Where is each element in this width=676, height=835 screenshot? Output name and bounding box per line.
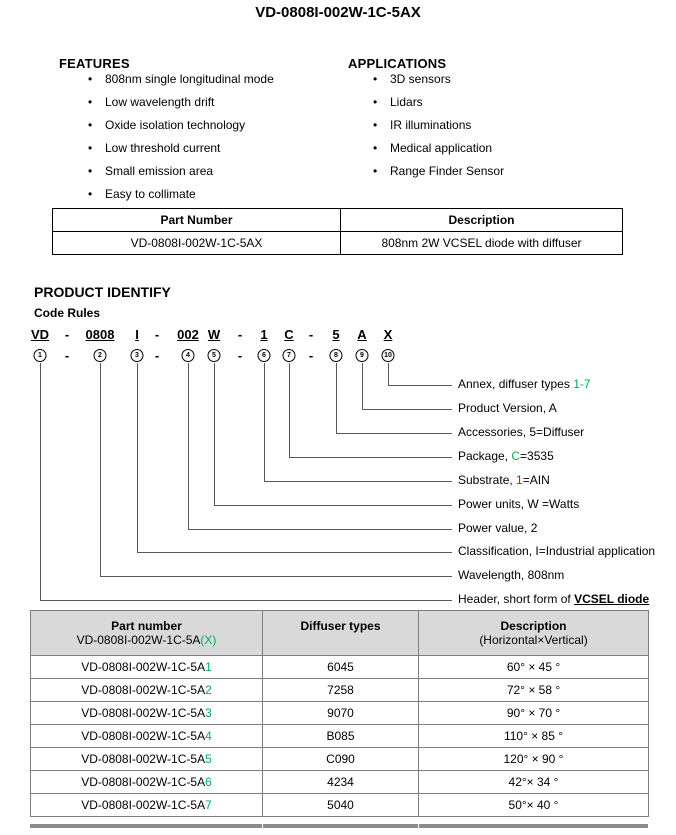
part-number-cell <box>31 725 263 748</box>
part-number-header <box>31 611 263 656</box>
part-base: VD-0808I-002W-1C-5A <box>81 752 206 766</box>
description-header: Description <box>341 209 623 232</box>
code-segment: 002 <box>177 327 199 342</box>
part-base: VD-0808I-002W-1C-5A <box>81 775 206 789</box>
list-item <box>373 141 492 155</box>
code-label-substrate <box>458 473 550 487</box>
part-variant: 5 <box>205 752 212 766</box>
connector-line <box>40 600 452 601</box>
part-variant: 6 <box>205 775 212 789</box>
connector-line <box>40 363 41 600</box>
code-label-classification <box>458 544 655 558</box>
label-text: Accessories, 5=Diffuser <box>458 425 585 439</box>
connector-line <box>388 385 452 386</box>
feature-text: Easy to collimate <box>105 187 196 201</box>
part-variant-placeholder: (X) <box>200 633 217 647</box>
code-dash: - <box>237 348 243 363</box>
angles-cell: 42°× 34 ° <box>419 771 649 794</box>
code-circle-number: 1 <box>34 349 47 362</box>
part-number-cell <box>31 656 263 679</box>
page-cut-table-edge <box>263 824 418 828</box>
list-item <box>373 118 471 132</box>
code-label-wavelength <box>458 568 564 582</box>
part-base: VD-0808I-002W-1C-5A <box>81 729 206 743</box>
header-line1: Part number <box>111 619 182 633</box>
list-item <box>373 164 504 178</box>
code-segment: 0808 <box>85 327 115 342</box>
list-item <box>88 141 220 155</box>
label-text: Wavelength, 808nm <box>458 568 565 582</box>
connector-line <box>100 576 452 577</box>
connector-line <box>137 363 138 552</box>
diffuser-type-cell: 5040 <box>263 794 419 817</box>
code-segment: X <box>383 327 393 342</box>
part-number-cell <box>31 702 263 725</box>
part-variant: 7 <box>205 798 212 812</box>
bullet-icon: • <box>373 72 378 86</box>
label-highlight: 1 <box>516 473 523 487</box>
code-circle-number: 10 <box>382 349 395 362</box>
feature-text: Low threshold current <box>105 141 221 155</box>
part-variant: 4 <box>205 729 212 743</box>
angles-cell: 72° × 58 ° <box>419 679 649 702</box>
code-label-product-version <box>458 401 557 415</box>
label-text: Power units, W =Watts <box>458 497 580 511</box>
application-text: Medical application <box>390 141 493 155</box>
list-item <box>88 187 196 201</box>
diffuser-type-cell: 4234 <box>263 771 419 794</box>
feature-text: Oxide isolation technology <box>105 118 246 132</box>
code-circle-number: 9 <box>356 349 369 362</box>
angles-cell: 60° × 45 ° <box>419 656 649 679</box>
table-row <box>31 725 649 748</box>
label-text: Annex, diffuser types <box>458 377 574 391</box>
part-base: VD-0808I-002W-1C-5A <box>81 683 206 697</box>
part-number-header: Part Number <box>53 209 341 232</box>
code-circle-number: 8 <box>330 349 343 362</box>
code-circle-number: 2 <box>94 349 107 362</box>
application-text: IR illuminations <box>390 118 472 132</box>
list-item <box>88 164 213 178</box>
connector-line <box>264 481 452 482</box>
application-text: 3D sensors <box>390 72 451 86</box>
connector-line <box>214 505 452 506</box>
part-number-cell <box>31 748 263 771</box>
code-segment: 5 <box>332 327 340 342</box>
application-text: Range Finder Sensor <box>390 164 505 178</box>
label-text: =3535 <box>520 449 554 463</box>
header-line1: Diffuser types <box>300 619 381 633</box>
connector-line <box>264 363 265 481</box>
bullet-icon: • <box>88 118 93 132</box>
code-rules-subheading: Code Rules <box>34 306 101 320</box>
table-row <box>31 771 649 794</box>
part-number-table <box>52 208 623 255</box>
table-row <box>53 232 623 255</box>
table-row <box>31 794 649 817</box>
diffuser-type-cell: C090 <box>263 748 419 771</box>
code-label-annex <box>458 377 591 391</box>
code-circle-number: 5 <box>208 349 221 362</box>
part-variant: 1 <box>205 660 212 674</box>
header-line1: Description <box>500 619 567 633</box>
connector-line <box>100 363 101 576</box>
bullet-icon: • <box>373 141 378 155</box>
table-header-row <box>31 611 649 656</box>
connector-line <box>289 363 290 457</box>
header-line2 <box>263 633 418 647</box>
list-item <box>373 95 423 109</box>
connector-line <box>388 363 389 385</box>
code-label-header <box>458 592 649 606</box>
part-number-cell: VD-0808I-002W-1C-5AX <box>53 232 341 255</box>
label-text: Substrate, <box>458 473 517 487</box>
page-cut-table-edge <box>419 824 648 828</box>
code-label-power-units <box>458 497 579 511</box>
connector-line <box>137 552 452 553</box>
connector-line <box>188 363 189 529</box>
applications-heading: APPLICATIONS <box>348 56 447 71</box>
part-base: VD-0808I-002W-1C-5A <box>76 633 201 647</box>
part-variant: 2 <box>205 683 212 697</box>
code-dash: - <box>237 327 243 342</box>
feature-text: Low wavelength drift <box>105 95 215 109</box>
label-text: =AIN <box>522 473 550 487</box>
bullet-icon: • <box>88 72 93 86</box>
code-dash: - <box>64 327 70 342</box>
table-header-row <box>53 209 623 232</box>
description-cell: 808nm 2W VCSEL diode with diffuser <box>341 232 623 255</box>
label-text: Header, short form of <box>458 592 575 606</box>
list-item <box>88 118 245 132</box>
description-header <box>419 611 649 656</box>
angles-cell: 120° × 90 ° <box>419 748 649 771</box>
part-variant: 3 <box>205 706 212 720</box>
header-line2: (Horizontal×Vertical) <box>479 633 588 647</box>
page-title: VD-0808I-002W-1C-5AX <box>255 4 421 21</box>
application-text: Lidars <box>390 95 423 109</box>
connector-line <box>336 433 452 434</box>
bullet-icon: • <box>88 187 93 201</box>
part-number-cell <box>31 771 263 794</box>
features-heading: FEATURES <box>59 56 130 71</box>
code-dash: - <box>154 327 160 342</box>
part-number-cell <box>31 794 263 817</box>
label-text: Power value, 2 <box>458 521 538 535</box>
diffuser-type-cell: B085 <box>263 725 419 748</box>
code-segment: 1 <box>260 327 268 342</box>
feature-text: 808nm single longitudinal mode <box>105 72 274 86</box>
bullet-icon: • <box>373 118 378 132</box>
label-highlight: 1-7 <box>573 377 591 391</box>
connector-line <box>336 363 337 433</box>
code-dash: - <box>64 348 70 363</box>
label-highlight: VCSEL diode <box>574 592 650 606</box>
table-row <box>31 702 649 725</box>
connector-line <box>188 529 452 530</box>
code-circle-number: 4 <box>182 349 195 362</box>
page-cut-table-edge <box>30 824 262 828</box>
part-base: VD-0808I-002W-1C-5A <box>81 706 206 720</box>
code-segment: W <box>207 327 221 342</box>
code-dash: - <box>308 327 314 342</box>
code-circle-number: 3 <box>131 349 144 362</box>
connector-line <box>362 409 452 410</box>
code-dash: - <box>154 348 160 363</box>
list-item <box>88 95 214 109</box>
label-text: Product Version, A <box>458 401 557 415</box>
angles-cell: 90° × 70 ° <box>419 702 649 725</box>
label-text: Package, <box>458 449 512 463</box>
code-circle-number: 6 <box>258 349 271 362</box>
bullet-icon: • <box>373 95 378 109</box>
diffuser-type-cell: 7258 <box>263 679 419 702</box>
list-item <box>88 72 274 86</box>
angles-cell: 50°× 40 ° <box>419 794 649 817</box>
bullet-icon: • <box>88 164 93 178</box>
table-row <box>31 679 649 702</box>
bullet-icon: • <box>88 141 93 155</box>
angles-cell: 110° × 85 ° <box>419 725 649 748</box>
bullet-icon: • <box>88 95 93 109</box>
connector-line <box>362 363 363 409</box>
table-row <box>31 748 649 771</box>
bullet-icon: • <box>373 164 378 178</box>
code-segment: VD <box>30 327 50 342</box>
label-text: Classification, I=Industrial application <box>458 544 656 558</box>
code-label-package <box>458 449 554 463</box>
code-segment: A <box>357 327 367 342</box>
list-item <box>373 72 451 86</box>
code-circle-number: 7 <box>283 349 296 362</box>
part-number-cell <box>31 679 263 702</box>
product-identify-heading: PRODUCT IDENTIFY <box>34 284 171 300</box>
connector-line <box>214 363 215 505</box>
diffuser-type-cell: 9070 <box>263 702 419 725</box>
connector-line <box>289 457 452 458</box>
part-base: VD-0808I-002W-1C-5A <box>81 798 206 812</box>
diffuser-type-cell: 6045 <box>263 656 419 679</box>
header-line2 <box>31 633 262 647</box>
diffuser-types-header <box>263 611 419 656</box>
label-highlight: C <box>511 449 521 463</box>
code-segment: C <box>284 327 294 342</box>
code-label-power-value <box>458 521 537 535</box>
code-dash: - <box>308 348 314 363</box>
feature-text: Small emission area <box>105 164 214 178</box>
part-base: VD-0808I-002W-1C-5A <box>81 660 206 674</box>
diffuser-types-table <box>30 610 649 817</box>
code-segment: I <box>135 327 139 342</box>
table-row <box>31 656 649 679</box>
code-label-accessories <box>458 425 584 439</box>
